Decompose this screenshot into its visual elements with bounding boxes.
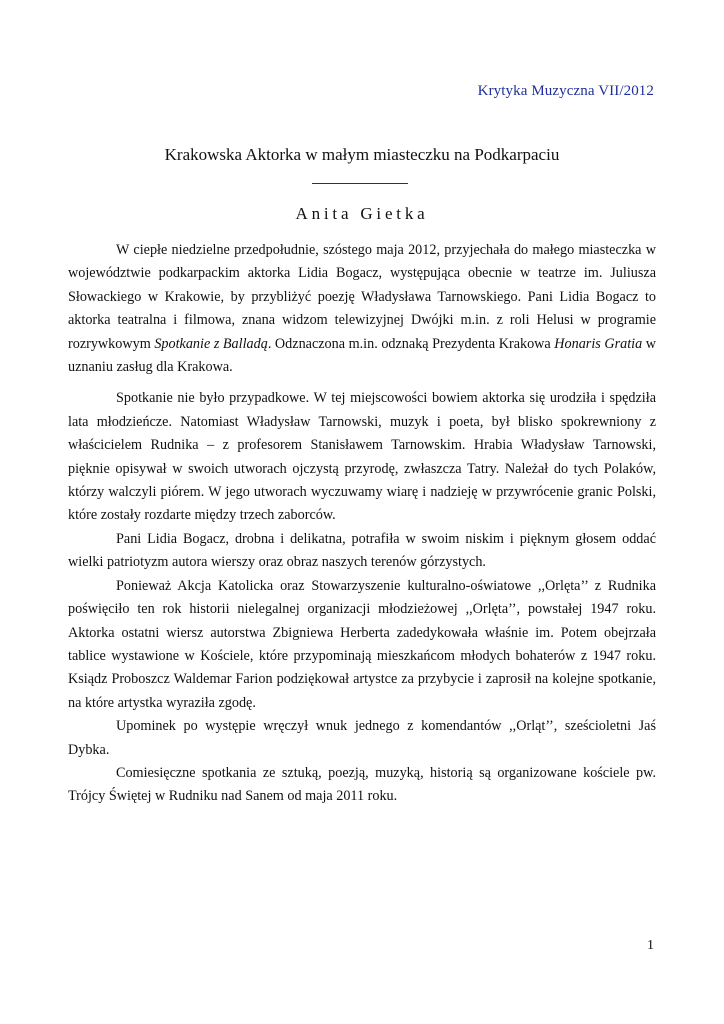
paragraph-2: Spotkanie nie było przypadkowe. W tej miejscowości bowiem aktorka się urodziła i spędziła lata młodzieńcze. Natomiast Władysław Tarnowski, muzyk i poeta, był blisko spokrewniony z właścicielem Rudnika – z profesorem Stanisławem Tarnowskim. Hrabia Władysław Tarnowski, pięknie opisywał w swoich utworach ojczystą przyrodę, zwłaszcza Tatry. Należał do tych Polaków, którzy walczyli piórem. W jego utworach wyczuwamy wiarę i nadzieję w przywrócenie granic Polski, które zostały rozdarte między trzech zaborców.	[68, 390, 656, 524]
paragraph-1-italic-award: Honaris Gratia	[554, 335, 643, 352]
paragraph-4: Ponieważ Akcja Katolicka oraz Stowarzyszenie kulturalno-oświatowe ,,Orlęta’’ z Rudnika poświęciło ten rok historii nielegalnej organizacji młodzieżowej ,,Orlęta’’, powstałej 1947 roku. Aktorka ostatni wiersz autorstwa Zbigniewa Herberta zadedykowała właśnie im. Potem obejrzała tablice wystawione w Kościele, które przypominają mieszkańcom młodych bohaterów z 1947 roku. Ksiądz Proboszcz Waldemar Farion podziękował artystce za przybycie i zaprosił na kolejne spotkanie, na które artystka wyraziła zgodę.	[68, 577, 656, 711]
journal-header: Krytyka Muzyczna VII/2012	[477, 83, 654, 99]
article-body	[68, 239, 656, 809]
paragraph-3: Pani Lidia Bogacz, drobna i delikatna, potrafiła w swoim niskim i pięknym głosem oddać wielki patriotyzm autora wierszy oraz obraz naszych terenów górzystych.	[68, 530, 656, 571]
paragraph-1-text-c: . Odznaczona m.in. odznaką Prezydenta Krakowa	[267, 335, 555, 352]
paragraph-1	[68, 239, 656, 379]
paragraph-5: Upominek po występie wręczył wnuk jednego z komendantów ,,Orląt’’, sześcioletni Jaś Dybka.	[68, 718, 656, 758]
paragraph-1-text-e: w uznaniu zasług dla Krakowa.	[68, 335, 656, 376]
article-title: Krakowska Aktorka w małym miasteczku na Podkarpaciu	[164, 145, 560, 164]
paragraph-6: Comiesięczne spotkania ze sztuką, poezją, muzyką, historią są organizowane kościele pw. Trójcy Świętej w Rudniku nad Sanem od maja 2011 roku.	[68, 764, 656, 805]
paragraph-1-italic-program: Spotkanie z Balladą	[154, 335, 268, 352]
article-author: Anita Gietka	[295, 204, 429, 223]
title-divider	[312, 183, 408, 184]
paragraph-1-text-a: W ciepłe niedzielne przedpołudnie, szóstego maja 2012, przyjechała do małego miasteczka w województwie podkarpackim aktorka Lidia Bogacz, występująca obecnie w teatrze im. Juliusza Słowackiego w Krakowie, by przybliżyć poezję Władysława Tarnowskiego. Pani Lidia Bogacz to aktorka teatralna i filmowa, znana widzom telewizyjnej Dwójki m.in. z roli Helusi w programie rozrywkowym	[68, 242, 656, 352]
page-number: 1	[647, 938, 654, 953]
